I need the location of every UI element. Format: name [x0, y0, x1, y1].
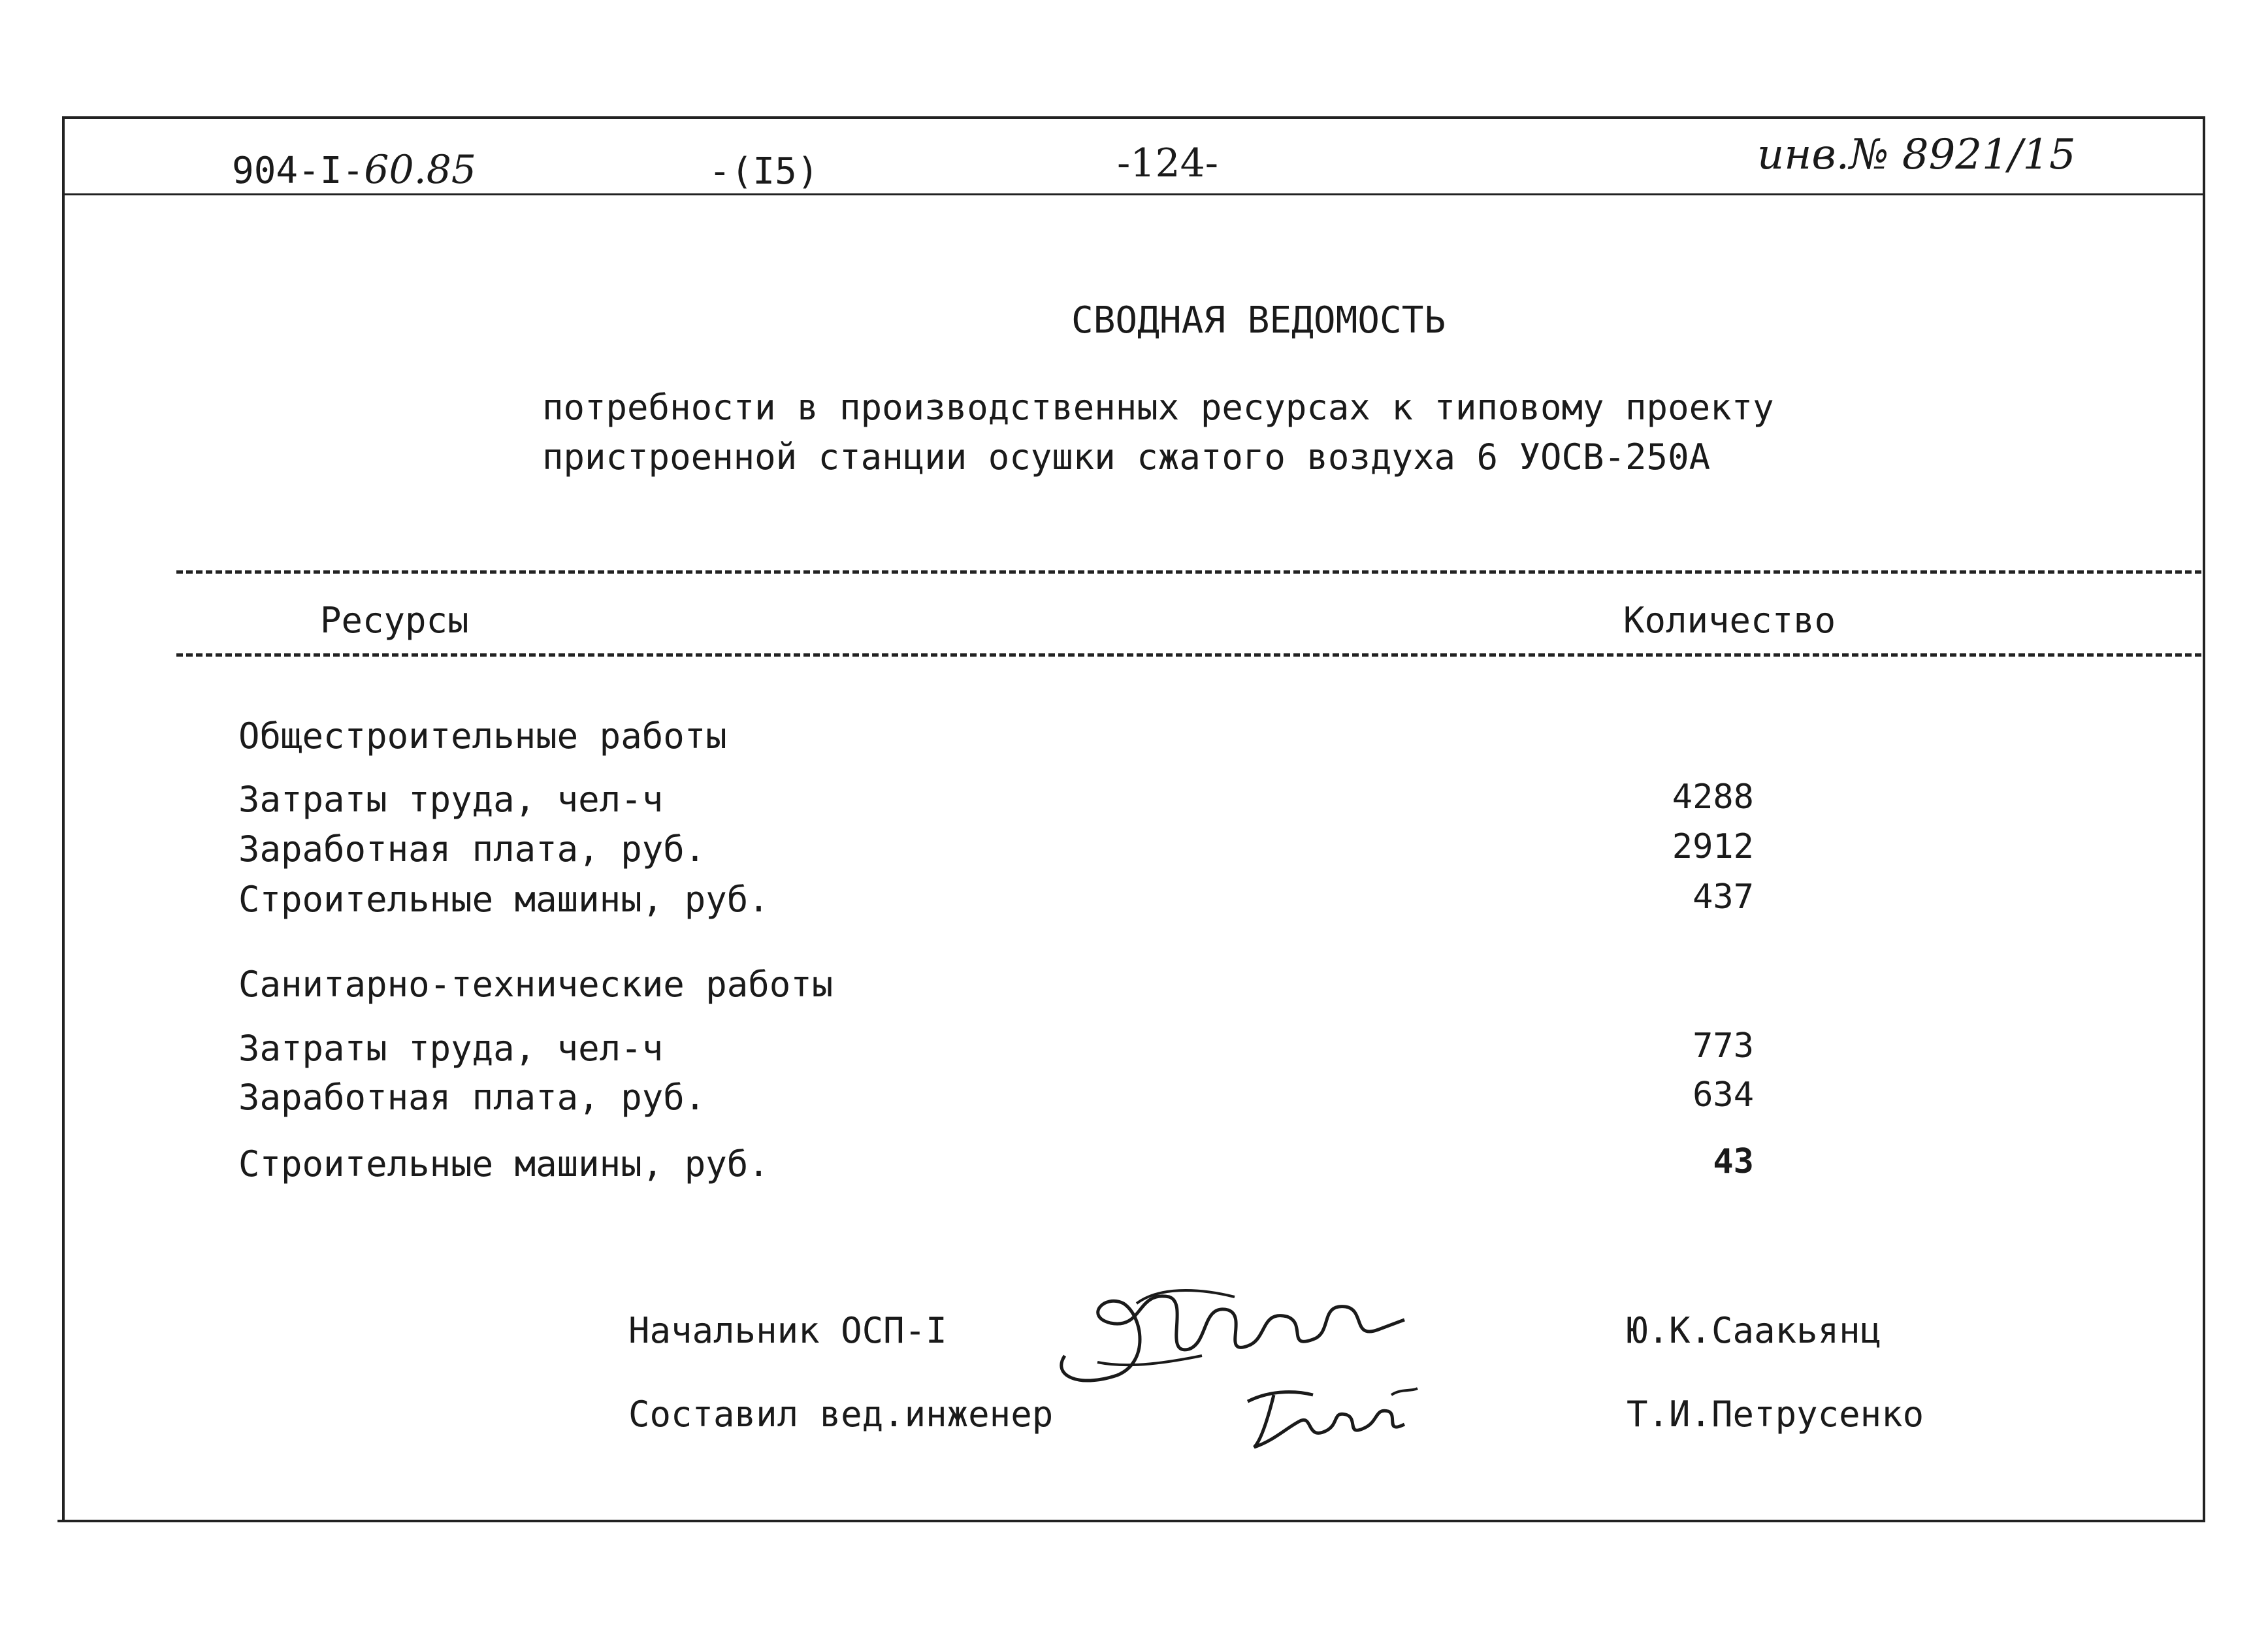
- inventory-number: инв.№ 8921/15: [1757, 131, 2076, 179]
- table-row-label: Заработная плата, руб.: [238, 828, 706, 870]
- subtitle-line-2: пристроенной станции осушки сжатого воздуха 6 УОСВ-250А: [542, 436, 1711, 478]
- sheet-ref: -(I5): [709, 150, 819, 193]
- header-rule: [62, 193, 2205, 195]
- table-row-value: 634: [1693, 1075, 1754, 1115]
- subtitle-line-1: потребности в производственных ресурсах к типовому проекту: [542, 387, 1774, 428]
- table-row-value: 773: [1693, 1026, 1754, 1066]
- doc-code: [232, 147, 476, 193]
- frame-left: [62, 116, 65, 1521]
- table-row-label: Строительные машины, руб.: [238, 1143, 770, 1185]
- table-row-label: Строительные машины, руб.: [238, 879, 770, 920]
- section-heading: Общестроительные работы: [238, 715, 727, 757]
- frame-top: [62, 116, 2205, 119]
- table-row-value: 4288: [1672, 777, 1754, 817]
- doc-code-handwritten: 60.85: [364, 147, 477, 193]
- handwritten-signature-engineer: [1235, 1375, 1431, 1467]
- page-number: -124-: [1117, 140, 1219, 186]
- frame-right: [2203, 116, 2205, 1521]
- table-row-label: Затраты труда, чел-ч: [238, 1028, 664, 1069]
- column-header-resources: Ресурсы: [320, 600, 469, 641]
- document-title: СВОДНАЯ ВЕДОМОСТЬ: [1071, 299, 1446, 342]
- column-header-quantity: Количество: [1623, 600, 1836, 641]
- table-row-label: Затраты труда, чел-ч: [238, 779, 664, 820]
- frame-bottom: [57, 1520, 2205, 1522]
- table-row-value: 43: [1713, 1142, 1754, 1181]
- signature-name-engineer: Т.И.Петрусенко: [1627, 1394, 1924, 1435]
- table-row-value: 2912: [1672, 827, 1754, 866]
- signature-role-chief: Начальник ОСП-I: [628, 1310, 947, 1351]
- section-heading: Санитарно-технические работы: [238, 964, 834, 1005]
- table-row-value: 437: [1693, 877, 1754, 917]
- doc-code-printed: 904-I-: [232, 150, 364, 192]
- table-row-label: Заработная плата, руб.: [238, 1077, 706, 1118]
- table-header-bottom-rule: [176, 653, 2201, 657]
- table-header-top-rule: [176, 570, 2201, 574]
- signature-name-chief: Ю.К.Саакьянц: [1627, 1310, 1882, 1351]
- signature-role-engineer: Составил вед.инженер: [628, 1394, 1054, 1435]
